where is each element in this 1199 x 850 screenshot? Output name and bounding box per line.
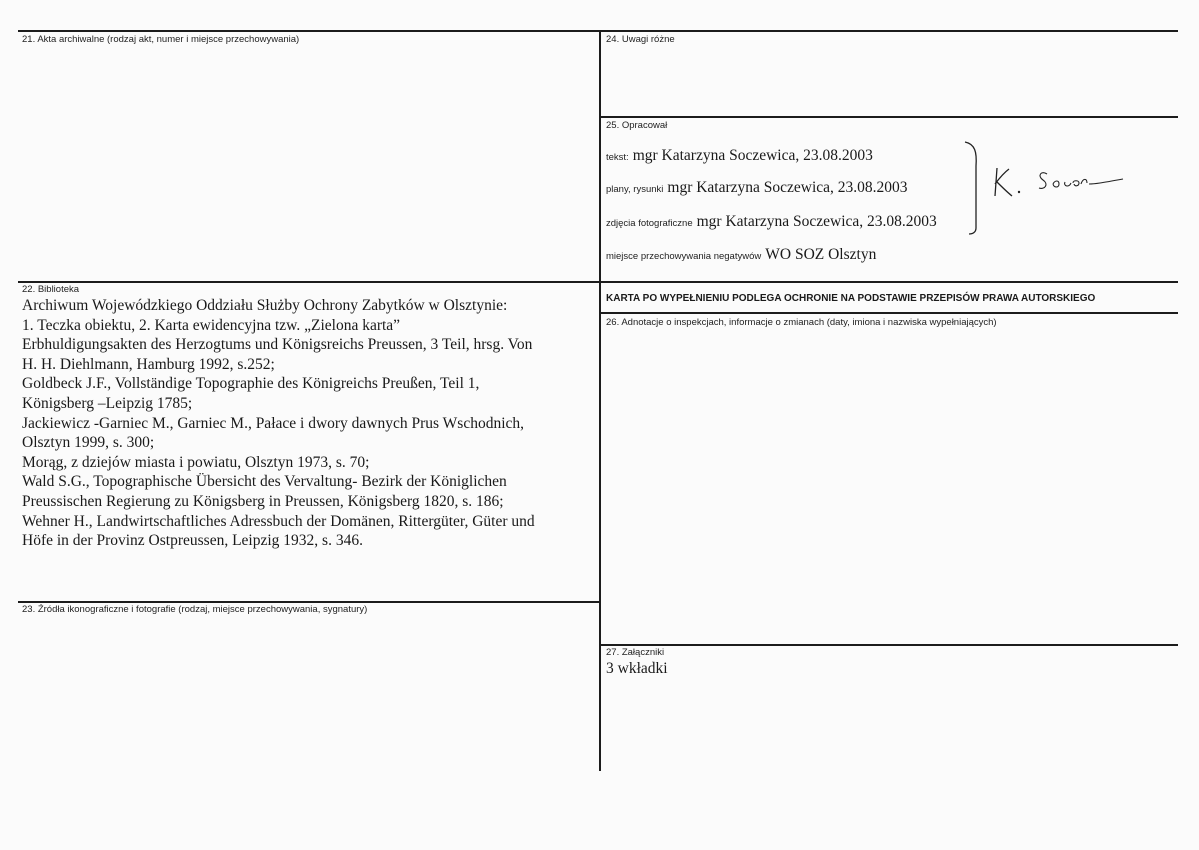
text-author-row [606, 147, 873, 165]
copyright-note: KARTA PO WYPEŁNIENIU PODLEGA OCHRONIE NA PODSTAWIE PRZEPISÓW PRAWA AUTORSKIEGO [606, 293, 1096, 304]
section-25-label: 25. Opracował [606, 120, 668, 131]
attachments-text: 3 wkładki [606, 660, 668, 677]
negatives-label: miejsce przechowywania negatywów [606, 251, 762, 262]
rule-25 [600, 116, 1178, 118]
signature-mark [955, 136, 1135, 236]
rule-copyright-top [600, 281, 1178, 283]
rule-22 [18, 281, 600, 283]
section-23-label: 23. Źródła ikonograficzne i fotografie (rodzaj, miejsce przechowywania, sygnatury) [22, 604, 368, 615]
photos-author-value: mgr Katarzyna Soczewica, 23.08.2003 [696, 213, 937, 230]
library-line: Erbhuldigungsakten des Herzogtums und Königsreichs Preussen, 3 Teil, hrsg. Von [22, 336, 533, 354]
library-line: 1. Teczka obiektu, 2. Karta ewidencyjna tzw. „Zielona karta” [22, 316, 401, 334]
plans-author-label: plany, rysunki [606, 184, 664, 195]
library-line: Jackiewicz -Garniec M., Garniec M., Pałace i dwory dawnych Prus Wschodnich, [22, 414, 525, 432]
library-line: Wehner H., Landwirtschaftliches Adressbuch der Domänen, Rittergüter, Güter und [22, 512, 535, 530]
rule-26 [600, 312, 1178, 314]
negatives-row [606, 246, 876, 264]
top-rule-left [18, 30, 600, 32]
library-line: Höfe in der Provinz Ostpreussen, Leipzig 1932, s. 346. [22, 532, 363, 550]
attachments-value [606, 660, 668, 678]
library-list [22, 296, 535, 551]
photos-author-label: zdjęcia fotograficzne [606, 218, 693, 229]
library-line: H. H. Diehlmann, Hamburg 1992, s.252; [22, 355, 275, 373]
library-line: Olsztyn 1999, s. 300; [22, 434, 155, 452]
section-24-label: 24. Uwagi różne [606, 34, 675, 45]
plans-author-row [606, 179, 908, 197]
section-21-label: 21. Akta archiwalne (rodzaj akt, numer i miejsce przechowywania) [22, 34, 300, 45]
library-line: Wald S.G., Topographische Übersicht des Vervaltung- Bezirk der Königlichen [22, 473, 507, 491]
library-line: Morąg, z dziejów miasta i powiatu, Olsztyn 1973, s. 70; [22, 453, 370, 471]
text-author-label: tekst: [606, 152, 629, 163]
negatives-value: WO SOZ Olsztyn [765, 246, 877, 263]
top-rule-right [600, 30, 1178, 32]
section-22-label: 22. Biblioteka [22, 284, 80, 295]
library-line: Goldbeck J.F., Vollständige Topographie des Königreichs Preußen, Teil 1, [22, 375, 480, 393]
library-line: Preussischen Regierung zu Königsberg in Preussen, Königsberg 1820, s. 186; [22, 492, 504, 510]
section-27-label: 27. Załączniki [606, 647, 665, 658]
section-26-label: 26. Adnotacje o inspekcjach, informacje o zmianach (daty, imiona i nazwiska wypełniających) [606, 317, 997, 328]
rule-27 [600, 644, 1178, 646]
text-author-value: mgr Katarzyna Soczewica, 23.08.2003 [632, 147, 873, 164]
plans-author-value: mgr Katarzyna Soczewica, 23.08.2003 [667, 179, 908, 196]
library-line: Königsberg –Leipzig 1785; [22, 394, 193, 412]
rule-23 [18, 601, 600, 603]
center-divider [599, 30, 601, 771]
photos-author-row [606, 213, 937, 231]
library-line: Archiwum Wojewódzkiego Oddziału Służby Ochrony Zabytków w Olsztynie: [22, 297, 508, 314]
